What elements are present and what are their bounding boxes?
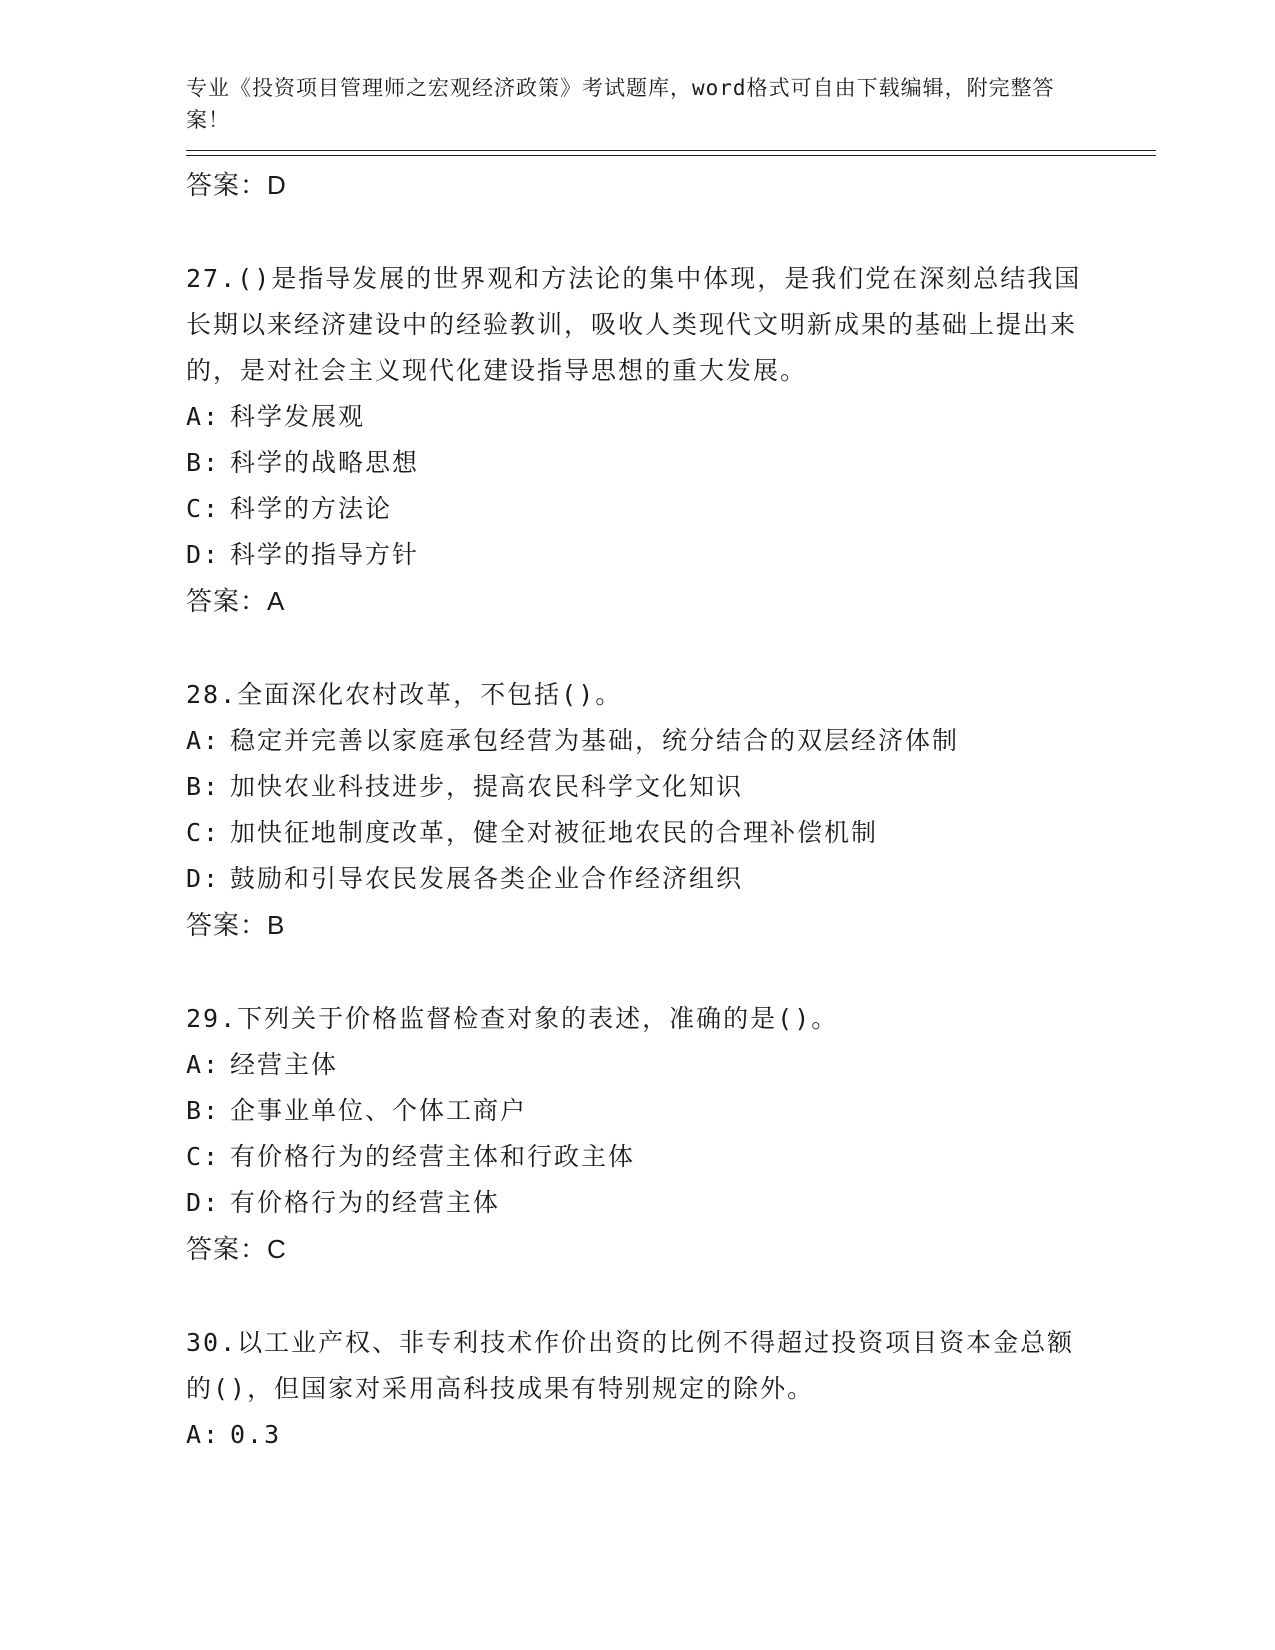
option-text: 科学的战略思想 [230,448,420,477]
document-page [186,72,1156,1458]
option-key: C: [186,1142,221,1171]
option-text: 企事业单位、个体工商户 [230,1096,528,1125]
question-text: 29.下列关于价格监督检查对象的表述，准确的是()。 [186,1004,839,1033]
question-30 [186,1320,1156,1458]
option-text: 有价格行为的经营主体和行政主体 [230,1142,636,1171]
answer-28: 答案：B [186,910,286,940]
option-b [186,764,1156,810]
header-intro: 专业《投资项目管理师之宏观经济政策》考试题库，word格式可自由下载编辑，附完整答案！ [186,76,1055,132]
option-key: C: [186,494,221,523]
option-a [186,718,1156,764]
option-d [186,856,1156,902]
option-key: B: [186,1096,221,1125]
header-divider [186,150,1156,156]
question-27 [186,256,1156,624]
option-key: C: [186,818,221,847]
option-key: B: [186,772,221,801]
option-key: D: [186,540,221,569]
option-key: D: [186,1188,221,1217]
option-key: A: [186,726,221,755]
option-a [186,1042,1156,1088]
option-text: 鼓励和引导农民发展各类企业合作经济组织 [230,864,744,893]
option-key: A: [186,402,221,431]
option-a [186,394,1156,440]
option-key: D: [186,864,221,893]
option-text: 加快农业科技进步，提高农民科学文化知识 [230,772,744,801]
option-c [186,810,1156,856]
question-text: 28.全面深化农村改革，不包括()。 [186,680,623,709]
option-c [186,1134,1156,1180]
option-b [186,440,1156,486]
option-text: 科学发展观 [230,402,366,431]
option-d [186,1180,1156,1226]
answer-29: 答案：C [186,1234,287,1264]
question-29 [186,996,1156,1272]
option-d [186,532,1156,578]
option-text: 加快征地制度改革，健全对被征地农民的合理补偿机制 [230,818,879,847]
question-28 [186,672,1156,948]
question-text: 30.以工业产权、非专利技术作价出资的比例不得超过投资项目资本金总额的()，但国家对采用高科技成果有特别规定的除外。 [186,1328,1075,1403]
option-text: 0.3 [230,1420,282,1449]
option-c [186,486,1156,532]
option-text: 科学的方法论 [230,494,393,523]
option-text: 科学的指导方针 [230,540,420,569]
option-a [186,1412,1156,1458]
option-b [186,1088,1156,1134]
option-text: 经营主体 [230,1050,339,1079]
question-text: 27.()是指导发展的世界观和方法论的集中体现，是我们党在深刻总结我国长期以来经济建设中的经验教训，吸收人类现代文明新成果的基础上提出来的，是对社会主义现代化建设指导思想的重大发展。 [186,264,1082,385]
option-text: 稳定并完善以家庭承包经营为基础，统分结合的双层经济体制 [230,726,960,755]
option-text: 有价格行为的经营主体 [230,1188,501,1217]
answer-27: 答案：A [186,586,286,616]
option-key: A: [186,1050,221,1079]
option-key: B: [186,448,221,477]
option-key: A: [186,1420,221,1449]
answer-previous: 答案：D [186,170,287,200]
